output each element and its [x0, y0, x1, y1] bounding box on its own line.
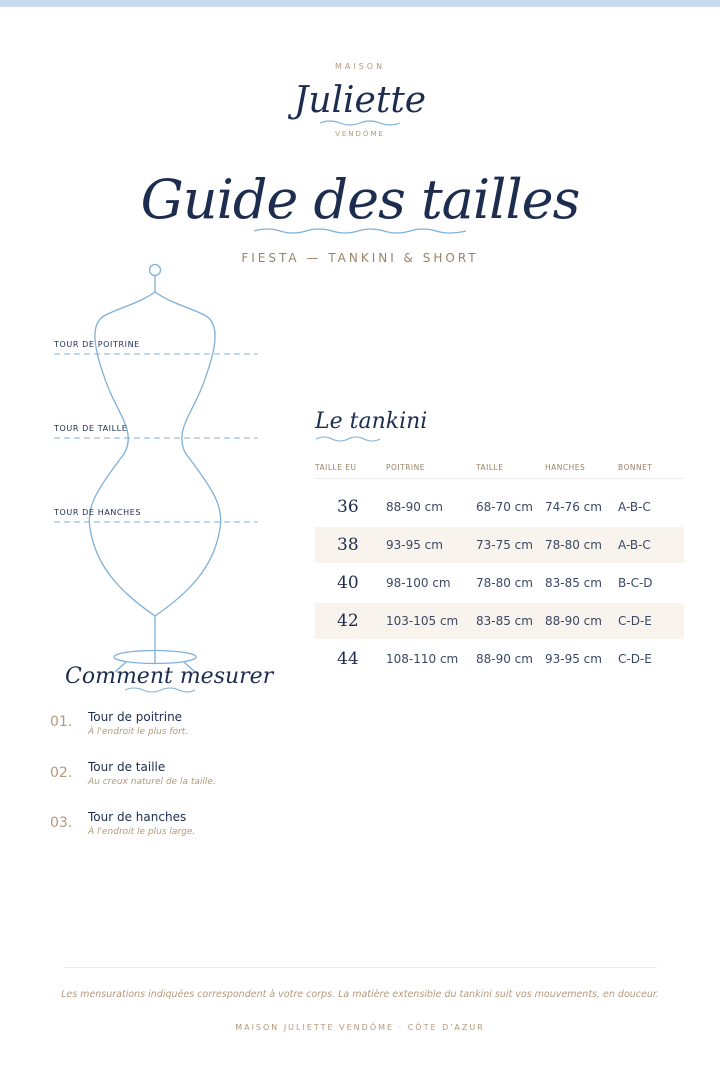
cell-chest: 88-90 cm — [386, 500, 443, 514]
mannequin-illustration — [0, 258, 280, 678]
step-title: Tour de taille — [88, 760, 166, 774]
table-title: Le tankini — [315, 409, 428, 434]
table-row — [315, 603, 684, 639]
cell-hips: 83-85 cm — [545, 576, 602, 590]
table-header — [315, 456, 684, 479]
table-title-wave-icon — [315, 435, 381, 443]
header-hips: HANCHES — [545, 462, 586, 472]
cell-waist: 88-90 cm — [476, 652, 533, 666]
brand-logo-name: Juliette — [293, 80, 427, 121]
cell-waist: 68-70 cm — [476, 500, 533, 514]
label-hips: TOUR DE HANCHES — [54, 508, 142, 517]
cell-hips: 74-76 cm — [545, 500, 602, 514]
cell-chest: 93-95 cm — [386, 538, 443, 552]
cell-chest: 98-100 cm — [386, 576, 451, 590]
cell-waist: 73-75 cm — [476, 538, 533, 552]
cell-hips: 78-80 cm — [545, 538, 602, 552]
top-accent-bar — [0, 0, 720, 7]
header-chest: POITRINE — [386, 462, 425, 472]
cell-hips: 93-95 cm — [545, 652, 602, 666]
size-table — [315, 456, 684, 677]
step-number: 01. — [50, 714, 73, 730]
page-title: Guide des tailles — [140, 168, 580, 231]
table-row — [315, 641, 684, 677]
step-number: 02. — [50, 765, 73, 781]
label-chest: TOUR DE POITRINE — [54, 340, 140, 349]
cell-cup: B-C-D — [618, 576, 653, 590]
page-subtitle: FIESTA — TANKINI & SHORT — [241, 251, 479, 265]
step-title: Tour de poitrine — [88, 710, 183, 724]
table-row — [315, 565, 684, 601]
brand-wave-icon — [318, 119, 402, 127]
cell-size: 44 — [337, 649, 359, 669]
header-size: TAILLE EU — [315, 462, 357, 472]
cell-chest: 103-105 cm — [386, 614, 459, 628]
cell-size: 42 — [337, 611, 359, 631]
step-description: À l'endroit le plus large. — [88, 827, 196, 837]
footer-brand: MAISON JULIETTE VENDÔME · CÔTE D'AZUR — [235, 1023, 485, 1032]
cell-hips: 88-90 cm — [545, 614, 602, 628]
cell-cup: C-D-E — [618, 614, 652, 628]
step-title: Tour de hanches — [88, 810, 187, 824]
cell-size: 36 — [337, 497, 359, 517]
cell-chest: 108-110 cm — [386, 652, 459, 666]
cell-cup: A-B-C — [618, 500, 651, 514]
howto-title: Comment mesurer — [65, 664, 274, 689]
header-cup: BONNET — [618, 462, 653, 472]
step-number: 03. — [50, 815, 73, 831]
cell-size: 38 — [337, 535, 359, 555]
cell-cup: C-D-E — [618, 652, 652, 666]
cell-waist: 83-85 cm — [476, 614, 533, 628]
brand-kicker: MAISON — [334, 62, 386, 71]
step-description: À l'endroit le plus fort. — [88, 727, 189, 737]
title-wave-icon — [252, 226, 468, 236]
step-description: Au creux naturel de la taille. — [88, 777, 216, 787]
footer-note: Les mensurations indiquées correspondent à votre corps. La matière extensible du tankini suit vos mouvements, en douceur. — [61, 989, 659, 1000]
table-row — [315, 527, 684, 563]
cell-waist: 78-80 cm — [476, 576, 533, 590]
table-row — [315, 489, 684, 525]
cell-size: 40 — [337, 573, 359, 593]
footer-divider — [64, 967, 657, 968]
howto-wave-icon — [124, 686, 196, 694]
mannequin-knob — [150, 265, 161, 276]
cell-cup: A-B-C — [618, 538, 651, 552]
brand-subtitle: VENDÔME — [335, 130, 385, 138]
header-waist: TAILLE — [476, 462, 504, 472]
label-waist: TOUR DE TAILLE — [54, 424, 128, 433]
